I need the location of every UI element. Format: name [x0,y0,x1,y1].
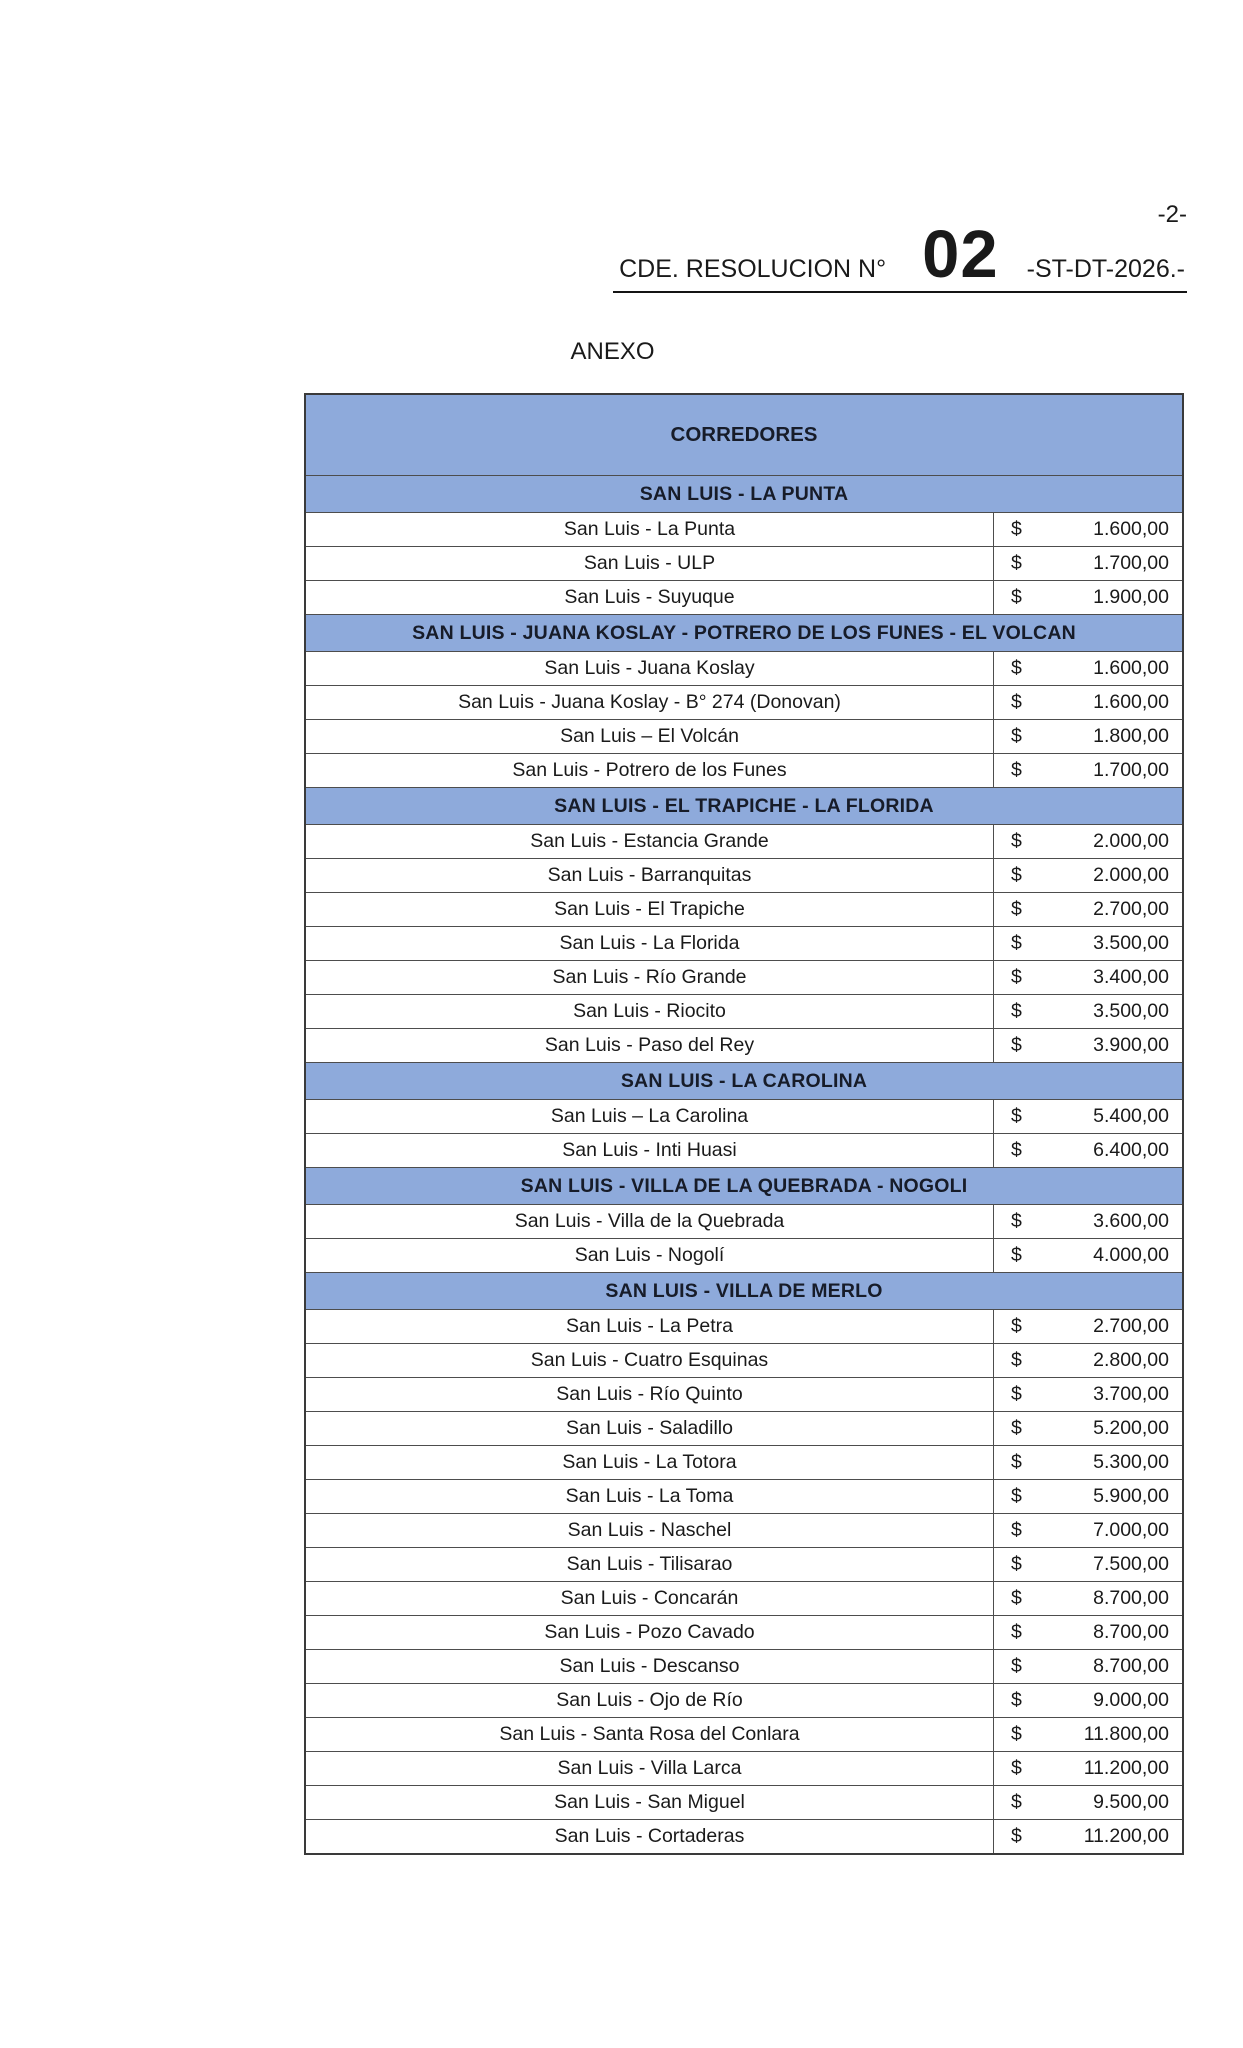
price-cell [994,1100,1182,1133]
currency-symbol: $ [1011,691,1022,713]
route-cell: San Luis - Riocito [306,995,994,1028]
currency-symbol: $ [1011,1825,1022,1847]
currency-symbol: $ [1011,1383,1022,1405]
route-cell: San Luis – El Volcán [306,720,994,753]
currency-symbol: $ [1011,1689,1022,1711]
currency-symbol: $ [1011,1417,1022,1439]
price-cell [994,1378,1182,1411]
currency-symbol: $ [1011,1349,1022,1371]
route-cell: San Luis - La Toma [306,1480,994,1513]
price-cell [994,1548,1182,1581]
price-cell [994,927,1182,960]
currency-symbol: $ [1011,1485,1022,1507]
annex-title: ANEXO [570,338,655,365]
currency-symbol: $ [1011,586,1022,608]
fare-row [306,994,1182,1028]
currency-symbol: $ [1011,898,1022,920]
fare-row [306,1649,1182,1683]
fare-row [306,1717,1182,1751]
fare-amount: 3.400,00 [1093,966,1169,988]
fare-row [306,1581,1182,1615]
route-cell: San Luis - Río Grande [306,961,994,994]
fare-row [306,1615,1182,1649]
section-header-row: SAN LUIS - LA CAROLINA [306,1062,1182,1099]
fare-amount: 5.400,00 [1093,1105,1169,1127]
section-header-row: SAN LUIS - VILLA DE LA QUEBRADA - NOGOLI [306,1167,1182,1204]
price-cell [994,1820,1182,1853]
currency-symbol: $ [1011,864,1022,886]
price-cell [994,1650,1182,1683]
fare-amount: 6.400,00 [1093,1139,1169,1161]
page-number: -2- [1157,201,1187,228]
price-cell [994,547,1182,580]
currency-symbol: $ [1011,759,1022,781]
fare-amount: 3.500,00 [1093,1000,1169,1022]
route-cell: San Luis - Santa Rosa del Conlara [306,1718,994,1751]
fare-row [306,1751,1182,1785]
route-cell: San Luis - Tilisarao [306,1548,994,1581]
route-cell: San Luis - Juana Koslay - B° 274 (Donovan) [306,686,994,719]
price-cell [994,1029,1182,1062]
fare-row [306,1028,1182,1062]
resolution-label: CDE. RESOLUCION N° [619,255,887,283]
route-cell: San Luis - Inti Huasi [306,1134,994,1167]
currency-symbol: $ [1011,830,1022,852]
route-cell: San Luis - Naschel [306,1514,994,1547]
route-cell: San Luis - El Trapiche [306,893,994,926]
price-cell [994,859,1182,892]
fare-row [306,685,1182,719]
fare-row [306,719,1182,753]
currency-symbol: $ [1011,518,1022,540]
route-cell: San Luis - Potrero de los Funes [306,754,994,787]
currency-symbol: $ [1011,1553,1022,1575]
price-cell [994,720,1182,753]
fare-row [306,1099,1182,1133]
resolution-number: 02 [922,217,999,292]
currency-symbol: $ [1011,1139,1022,1161]
price-cell [994,961,1182,994]
fare-row [306,546,1182,580]
fare-row [306,1411,1182,1445]
currency-symbol: $ [1011,1723,1022,1745]
table-title-cell: CORREDORES [306,395,1182,475]
route-cell: San Luis - Concarán [306,1582,994,1615]
fare-row [306,960,1182,994]
fare-amount: 11.200,00 [1083,1757,1169,1779]
price-cell [994,1480,1182,1513]
fare-amount: 1.600,00 [1093,657,1169,679]
price-cell [994,754,1182,787]
currency-symbol: $ [1011,1000,1022,1022]
route-cell: San Luis - Pozo Cavado [306,1616,994,1649]
fare-amount: 11.800,00 [1083,1723,1169,1745]
fare-row [306,1445,1182,1479]
price-cell [994,995,1182,1028]
route-cell: San Luis - Nogolí [306,1239,994,1272]
currency-symbol: $ [1011,1451,1022,1473]
section-header-row: SAN LUIS - JUANA KOSLAY - POTRERO DE LOS FUNES - EL VOLCAN [306,614,1182,651]
fare-row [306,1377,1182,1411]
price-cell [994,1684,1182,1717]
fare-row [306,1238,1182,1272]
price-cell [994,1582,1182,1615]
fare-row [306,1343,1182,1377]
currency-symbol: $ [1011,1655,1022,1677]
currency-symbol: $ [1011,1105,1022,1127]
fare-amount: 1.700,00 [1093,552,1169,574]
price-cell [994,652,1182,685]
route-cell: San Luis - La Punta [306,513,994,546]
price-cell [994,1786,1182,1819]
currency-symbol: $ [1011,1757,1022,1779]
fare-row [306,651,1182,685]
fare-amount: 2.700,00 [1093,898,1169,920]
fare-amount: 5.200,00 [1093,1417,1169,1439]
route-cell: San Luis - Descanso [306,1650,994,1683]
section-header-row: SAN LUIS - VILLA DE MERLO [306,1272,1182,1309]
currency-symbol: $ [1011,725,1022,747]
currency-symbol: $ [1011,657,1022,679]
fare-amount: 2.000,00 [1093,830,1169,852]
currency-symbol: $ [1011,552,1022,574]
price-cell [994,581,1182,614]
route-cell: San Luis - Ojo de Río [306,1684,994,1717]
route-cell: San Luis - La Totora [306,1446,994,1479]
fare-amount: 1.900,00 [1093,586,1169,608]
currency-symbol: $ [1011,932,1022,954]
route-cell: San Luis - San Miguel [306,1786,994,1819]
section-header-row: SAN LUIS - EL TRAPICHE - LA FLORIDA [306,787,1182,824]
fare-row [306,824,1182,858]
fare-row [306,580,1182,614]
price-cell [994,1752,1182,1785]
fare-amount: 3.700,00 [1093,1383,1169,1405]
price-cell [994,1310,1182,1343]
currency-symbol: $ [1011,966,1022,988]
price-cell [994,1616,1182,1649]
route-cell: San Luis - Barranquitas [306,859,994,892]
route-cell: San Luis – La Carolina [306,1100,994,1133]
fare-amount: 8.700,00 [1093,1587,1169,1609]
price-cell [994,1239,1182,1272]
route-cell: San Luis - Juana Koslay [306,652,994,685]
fare-amount: 2.000,00 [1093,864,1169,886]
fare-amount: 9.500,00 [1093,1791,1169,1813]
currency-symbol: $ [1011,1210,1022,1232]
route-cell: San Luis - Estancia Grande [306,825,994,858]
section-header-row: SAN LUIS - LA PUNTA [306,475,1182,512]
fare-amount: 1.800,00 [1093,725,1169,747]
fare-row [306,1547,1182,1581]
fare-table [304,393,1184,1855]
fare-amount: 2.800,00 [1093,1349,1169,1371]
fare-amount: 3.600,00 [1093,1210,1169,1232]
fare-row [306,1683,1182,1717]
fare-amount: 3.900,00 [1093,1034,1169,1056]
price-cell [994,513,1182,546]
currency-symbol: $ [1011,1621,1022,1643]
route-cell: San Luis - Villa Larca [306,1752,994,1785]
fare-row [306,892,1182,926]
price-cell [994,825,1182,858]
currency-symbol: $ [1011,1244,1022,1266]
route-cell: San Luis - Cuatro Esquinas [306,1344,994,1377]
price-cell [994,1514,1182,1547]
currency-symbol: $ [1011,1519,1022,1541]
price-cell [994,1412,1182,1445]
route-cell: San Luis - Suyuque [306,581,994,614]
resolution-suffix: -ST-DT-2026.- [1026,255,1185,283]
fare-row [306,1133,1182,1167]
price-cell [994,1344,1182,1377]
fare-row [306,1819,1182,1853]
route-cell: San Luis - La Florida [306,927,994,960]
currency-symbol: $ [1011,1034,1022,1056]
route-cell: San Luis - Paso del Rey [306,1029,994,1062]
fare-amount: 1.600,00 [1093,691,1169,713]
fare-row [306,1204,1182,1238]
fare-amount: 9.000,00 [1093,1689,1169,1711]
fare-row [306,1785,1182,1819]
fare-amount: 8.700,00 [1093,1621,1169,1643]
fare-row [306,512,1182,546]
route-cell: San Luis - Río Quinto [306,1378,994,1411]
fare-row [306,858,1182,892]
fare-amount: 8.700,00 [1093,1655,1169,1677]
route-cell: San Luis - ULP [306,547,994,580]
fare-row [306,1479,1182,1513]
route-cell: San Luis - La Petra [306,1310,994,1343]
resolution-heading [613,217,1187,293]
route-cell: San Luis - Cortaderas [306,1820,994,1853]
route-cell: San Luis - Villa de la Quebrada [306,1205,994,1238]
fare-row [306,1309,1182,1343]
fare-amount: 2.700,00 [1093,1315,1169,1337]
price-cell [994,893,1182,926]
price-cell [994,1205,1182,1238]
currency-symbol: $ [1011,1791,1022,1813]
fare-amount: 5.300,00 [1093,1451,1169,1473]
route-cell: San Luis - Saladillo [306,1412,994,1445]
fare-amount: 7.500,00 [1093,1553,1169,1575]
fare-amount: 3.500,00 [1093,932,1169,954]
fare-amount: 7.000,00 [1093,1519,1169,1541]
price-cell [994,686,1182,719]
fare-amount: 1.600,00 [1093,518,1169,540]
fare-row [306,926,1182,960]
fare-amount: 4.000,00 [1093,1244,1169,1266]
price-cell [994,1446,1182,1479]
price-cell [994,1134,1182,1167]
fare-row [306,1513,1182,1547]
currency-symbol: $ [1011,1315,1022,1337]
fare-amount: 5.900,00 [1093,1485,1169,1507]
fare-row [306,753,1182,787]
currency-symbol: $ [1011,1587,1022,1609]
price-cell [994,1718,1182,1751]
fare-amount: 11.200,00 [1083,1825,1169,1847]
fare-amount: 1.700,00 [1093,759,1169,781]
